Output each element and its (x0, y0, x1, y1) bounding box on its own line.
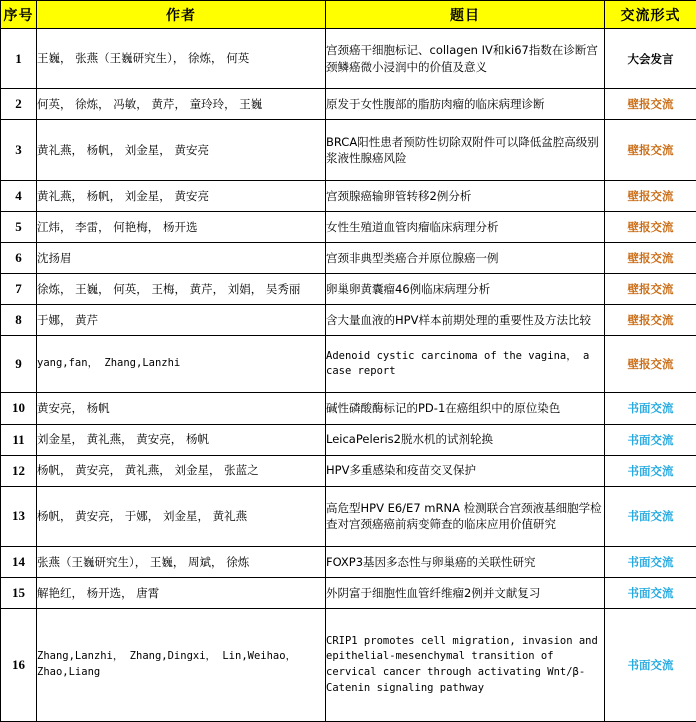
presentation-form-badge: 书面交流 (627, 401, 674, 416)
cell-authors: 于娜， 黄芹 (37, 305, 326, 336)
cell-sequence-number: 9 (1, 336, 37, 393)
cell-authors: Zhang,Lanzhi， Zhang,Dingxi， Lin,Weihao， Zhao,Liang (37, 609, 326, 722)
cell-presentation-form (605, 486, 696, 546)
cell-title: 卵巢卵黄囊瘤46例临床病理分析 (326, 274, 605, 305)
presentation-form-badge: 壁报交流 (627, 357, 674, 372)
table-row (1, 243, 696, 274)
cell-sequence-number: 8 (1, 305, 37, 336)
cell-authors: 解艳红， 杨开选， 唐霄 (37, 578, 326, 609)
cell-sequence-number: 1 (1, 29, 37, 89)
cell-authors: 张燕（王巍研究生）， 王巍， 周斌， 徐炼 (37, 547, 326, 578)
cell-title: 碱性磷酸酶标记的PD-1在癌组织中的原位染色 (326, 393, 605, 424)
cell-title: HPV多重感染和疫苗交叉保护 (326, 455, 605, 486)
cell-sequence-number: 15 (1, 578, 37, 609)
cell-title: Adenoid cystic carcinoma of the vagina， a case report (326, 336, 605, 393)
presentation-form-badge: 壁报交流 (627, 220, 674, 234)
cell-presentation-form (605, 455, 696, 486)
cell-authors: 杨帆， 黄安亮， 黄礼燕， 刘金星， 张蓝之 (37, 455, 326, 486)
table-row (1, 211, 696, 242)
cell-authors: 黄安亮， 杨帆 (37, 393, 326, 424)
cell-sequence-number: 13 (1, 486, 37, 546)
cell-presentation-form (605, 243, 696, 274)
cell-authors: 沈扬眉 (37, 243, 326, 274)
table-row (1, 578, 696, 609)
table-header-row (1, 1, 696, 29)
cell-sequence-number: 6 (1, 243, 37, 274)
column-header-seq: 序号 (1, 1, 37, 29)
table-row (1, 393, 696, 424)
column-header-title: 题目 (326, 1, 605, 29)
column-header-authors: 作者 (37, 1, 326, 29)
cell-authors: yang,fan， Zhang,Lanzhi (37, 336, 326, 393)
cell-sequence-number: 5 (1, 211, 37, 242)
table-row (1, 120, 696, 180)
cell-title: 高危型HPV E6/E7 mRNA 检测联合宫颈液基细胞学检查对宫颈癌癌前病变筛查的临床应用价值研究 (326, 486, 605, 546)
presentation-form-badge: 书面交流 (627, 555, 674, 570)
presentation-form-badge: 壁报交流 (627, 97, 674, 112)
presentation-form-badge: 书面交流 (627, 463, 674, 478)
cell-sequence-number: 3 (1, 120, 37, 180)
cell-presentation-form (605, 424, 696, 455)
table-row (1, 274, 696, 305)
cell-presentation-form (605, 393, 696, 424)
cell-title: FOXP3基因多态性与卵巢癌的关联性研究 (326, 547, 605, 578)
cell-authors: 刘金星， 黄礼燕， 黄安亮， 杨帆 (37, 424, 326, 455)
table-body (1, 29, 696, 722)
presentation-form-badge: 书面交流 (627, 658, 674, 673)
cell-title: 外阴富于细胞性血管纤维瘤2例并文献复习 (326, 578, 605, 609)
presentation-form-badge: 壁报交流 (627, 188, 674, 203)
cell-authors: 黄礼燕， 杨帆， 刘金星， 黄安亮 (37, 180, 326, 211)
cell-authors: 江炜， 李雷， 何艳梅， 杨开选 (37, 211, 326, 242)
cell-presentation-form (605, 547, 696, 578)
cell-sequence-number: 11 (1, 424, 37, 455)
cell-title: 原发于女性腹部的脂肪肉瘤的临床病理诊断 (326, 89, 605, 120)
cell-presentation-form (605, 180, 696, 211)
table-row (1, 336, 696, 393)
cell-sequence-number: 14 (1, 547, 37, 578)
table-row (1, 455, 696, 486)
cell-title: 宫颈非典型类癌合并原位腺癌一例 (326, 243, 605, 274)
presentation-form-badge: 壁报交流 (627, 143, 674, 158)
cell-authors: 杨帆， 黄安亮， 于娜， 刘金星， 黄礼燕 (37, 486, 326, 546)
cell-presentation-form (605, 305, 696, 336)
cell-title: BRCA阳性患者预防性切除双附件可以降低盆腔高级别浆液性腺癌风险 (326, 120, 605, 180)
table-row (1, 89, 696, 120)
cell-sequence-number: 10 (1, 393, 37, 424)
table-row (1, 424, 696, 455)
presentation-form-badge: 壁报交流 (627, 251, 674, 266)
presentation-form-badge: 书面交流 (627, 509, 674, 524)
cell-authors: 黄礼燕， 杨帆， 刘金星， 黄安亮 (37, 120, 326, 180)
cell-presentation-form (605, 274, 696, 305)
cell-presentation-form (605, 89, 696, 120)
cell-presentation-form (605, 609, 696, 722)
cell-title: CRIP1 promotes cell migration, invasion and epithelial-mesenchymal transition of cervical cancer through activating Wnt/β-Catenin signaling pathway (326, 609, 605, 722)
table-row (1, 29, 696, 89)
cell-title: 女性生殖道血管肉瘤临床病理分析 (326, 211, 605, 242)
presentation-form-badge: 书面交流 (627, 432, 674, 447)
cell-title: 宫颈癌干细胞标记、collagen IV和ki67指数在诊断宫颈鳞癌微小浸润中的价值及意义 (326, 29, 605, 89)
table-row (1, 609, 696, 722)
cell-title: LeicaPeleris2脱水机的试剂轮换 (326, 424, 605, 455)
cell-title: 含大量血液的HPV样本前期处理的重要性及方法比较 (326, 305, 605, 336)
table-row (1, 180, 696, 211)
presentation-form-badge: 壁报交流 (627, 313, 674, 328)
cell-presentation-form (605, 120, 696, 180)
table-row (1, 486, 696, 546)
cell-authors: 王巍， 张燕（王巍研究生）， 徐炼， 何英 (37, 29, 326, 89)
cell-authors: 徐炼， 王巍， 何英， 王梅， 黄芹， 刘娟， 吴秀丽 (37, 274, 326, 305)
cell-presentation-form (605, 336, 696, 393)
cell-sequence-number: 4 (1, 180, 37, 211)
cell-sequence-number: 12 (1, 455, 37, 486)
table-row (1, 547, 696, 578)
cell-sequence-number: 2 (1, 89, 37, 120)
cell-presentation-form (605, 211, 696, 242)
cell-authors: 何英， 徐炼， 冯敏， 黄芹， 童玲玲， 王巍 (37, 89, 326, 120)
column-header-form: 交流形式 (605, 1, 696, 29)
cell-sequence-number: 16 (1, 609, 37, 722)
table-row (1, 305, 696, 336)
presentation-form-badge: 书面交流 (627, 586, 674, 601)
cell-sequence-number: 7 (1, 274, 37, 305)
presentation-form-badge: 大会发言 (627, 51, 674, 66)
cell-title: 宫颈腺癌输卵管转移2例分析 (326, 180, 605, 211)
cell-presentation-form (605, 578, 696, 609)
presentation-form-badge: 壁报交流 (627, 282, 674, 297)
cell-presentation-form (605, 29, 696, 89)
